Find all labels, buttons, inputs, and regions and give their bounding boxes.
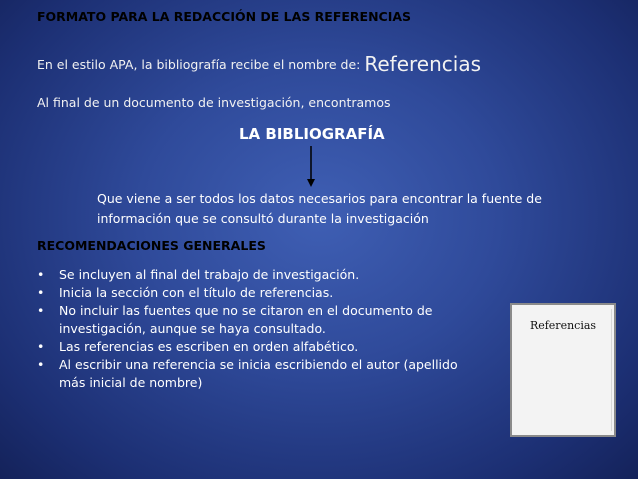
list-item-text: Al escribir una referencia se inicia escribiendo el autor (apellido más inicial de nombre) xyxy=(59,357,458,390)
list-item-text: Inicia la sección con el título de referencias. xyxy=(59,285,334,300)
definition-line-1: Que viene a ser todos los datos necesarios para encontrar la fuente de xyxy=(97,191,542,206)
definition-text xyxy=(97,189,542,229)
list-item-text: Se incluyen al final del trabajo de investigación. xyxy=(59,267,360,282)
bullet-icon: • xyxy=(37,357,45,372)
list-item-text: Las referencias es escriben en orden alfabético. xyxy=(59,339,359,354)
slide-title: FORMATO PARA LA REDACCIÓN DE LAS REFERENCIAS xyxy=(37,9,412,24)
list-item xyxy=(37,302,507,338)
bullet-icon: • xyxy=(37,303,45,318)
apa-text: En el estilo APA, la bibliografía recibe el nombre de: xyxy=(37,57,361,72)
list-item xyxy=(37,266,507,284)
bullet-icon: • xyxy=(37,339,45,354)
recommendations-heading: RECOMENDACIONES GENERALES xyxy=(37,238,266,253)
list-item-text: No incluir las fuentes que no se citaron en el documento de investigación, aunque se haya consultado. xyxy=(59,303,433,336)
list-item xyxy=(37,338,507,356)
bullet-icon: • xyxy=(37,285,45,300)
bullet-icon: • xyxy=(37,267,45,282)
list-item xyxy=(37,284,507,302)
references-page-image xyxy=(510,303,616,437)
recommendations-list xyxy=(37,266,507,392)
down-arrow-icon xyxy=(306,146,316,188)
bibliografia-heading: LA BIBLIOGRAFÍA xyxy=(239,125,385,143)
list-item xyxy=(37,356,507,392)
apa-sentence xyxy=(37,52,481,76)
final-sentence: Al final de un documento de investigación, encontramos xyxy=(37,95,391,110)
referencias-term: Referencias xyxy=(364,52,481,76)
definition-line-2: información que se consultó durante la investigación xyxy=(97,211,429,226)
references-page-label: Referencias xyxy=(529,319,597,332)
